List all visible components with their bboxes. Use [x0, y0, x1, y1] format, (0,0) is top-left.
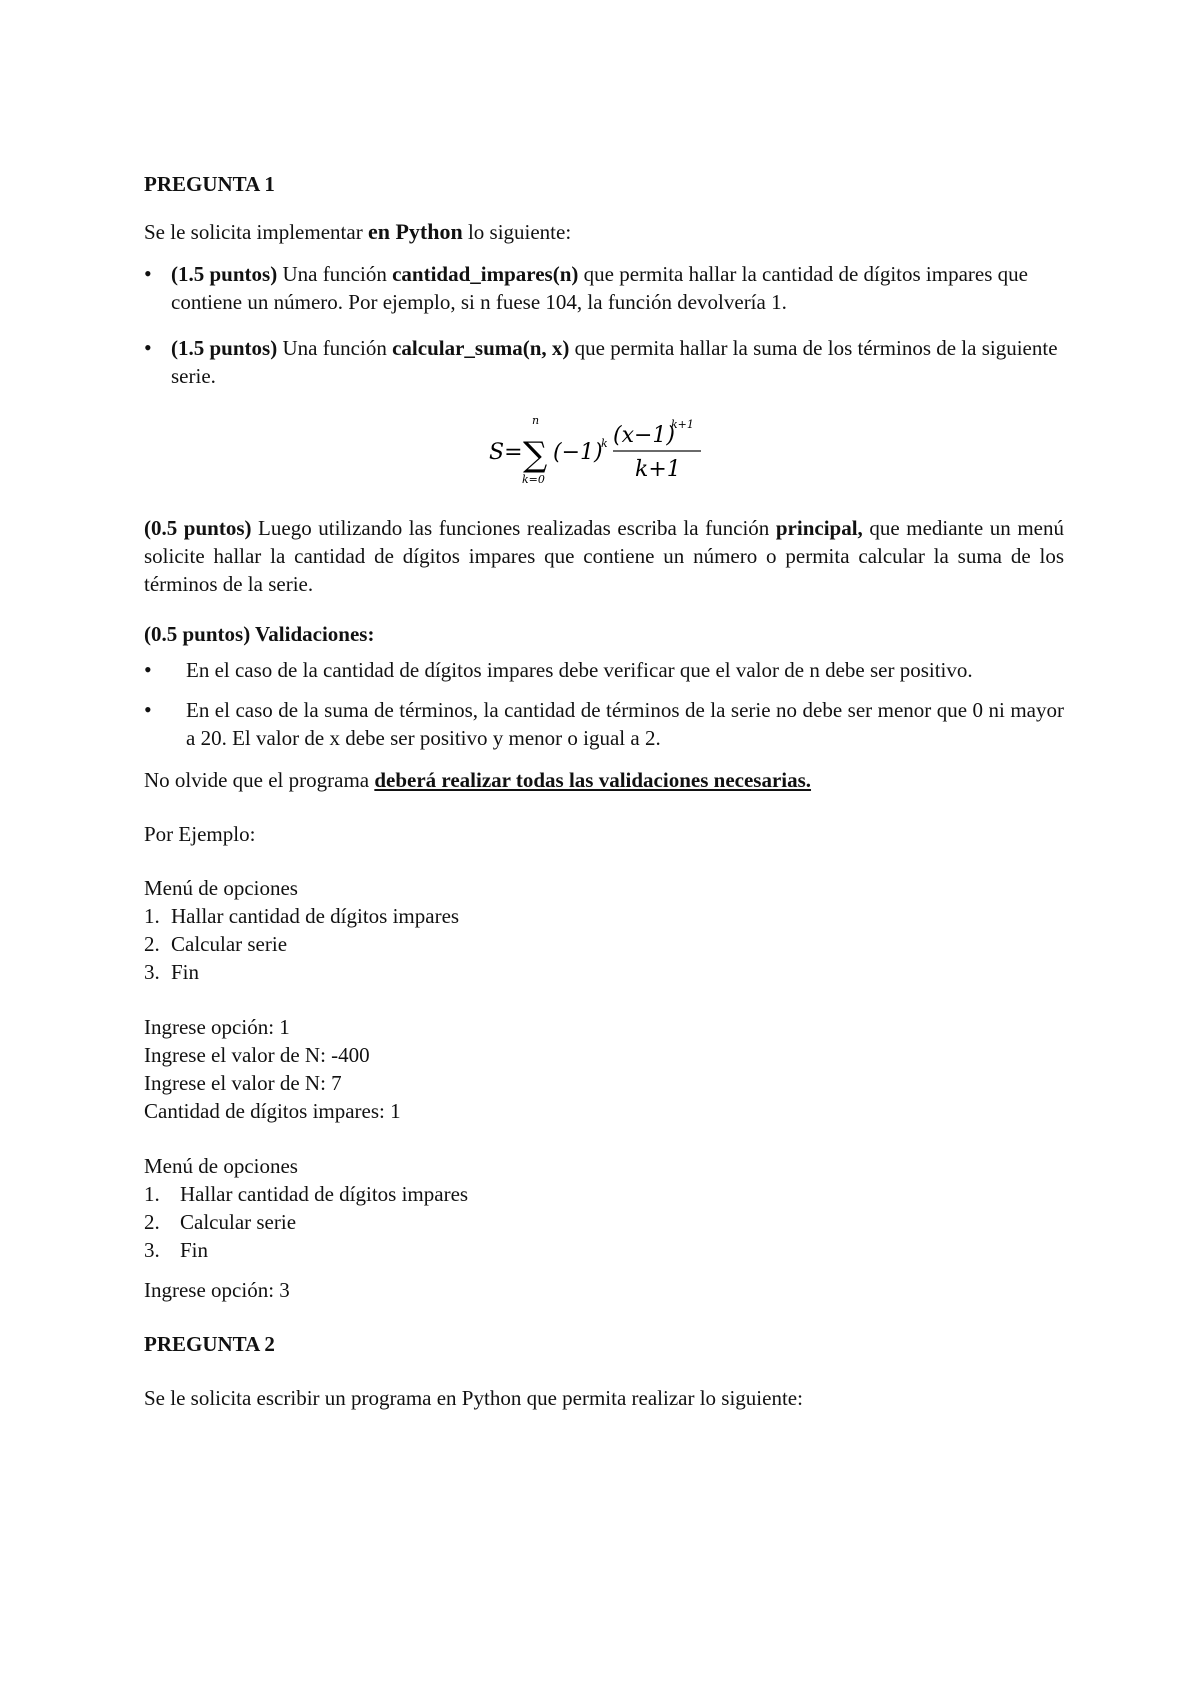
menu-example-1 [144, 874, 1064, 986]
run-output-2: Ingrese opción: 3 [144, 1278, 290, 1302]
menu-option [144, 902, 1064, 930]
function-item-cantidad-impares [144, 260, 1064, 316]
output-line: Ingrese el valor de N: 7 [144, 1071, 342, 1095]
reminder-emphasis: deberá realizar todas las validaciones necesarias. [374, 768, 812, 792]
intro-text: Se le solicita implementar [144, 220, 368, 244]
validation-text: En el caso de la cantidad de dígitos impares debe verificar que el valor de n debe ser positivo. [186, 658, 973, 682]
reminder-text: No olvide que el programa [144, 768, 375, 792]
points-label: (1.5 puntos) [171, 262, 278, 286]
function-list [144, 260, 1064, 390]
principal-keyword: principal, [775, 516, 863, 540]
option-label: Calcular serie [180, 1210, 297, 1234]
fraction-denominator: k+1 [635, 457, 681, 482]
sigma-lower-limit: k=0 [522, 473, 545, 486]
option-number: 2. [144, 932, 160, 956]
item-text: que permita hallar la suma de los términos de la siguiente serie. [171, 336, 1058, 388]
menu-title: Menú de opciones [144, 876, 298, 900]
validation-item [144, 696, 1064, 752]
points-label: (1.5 puntos) [171, 336, 278, 360]
bullet-icon: • [144, 657, 152, 682]
option-label: Calcular serie [171, 932, 288, 956]
sign-factor: (−1) [553, 440, 603, 465]
output-line: Cantidad de dígitos impares: 1 [144, 1099, 401, 1123]
run-output-1 [144, 1013, 1064, 1125]
menu-option [144, 1180, 1064, 1208]
item-text: que permita hallar la cantidad de dígitos impares que contiene un número. Por ejemplo, si n fuese 104, la función devolvería 1. [171, 262, 1028, 314]
option-number: 2. [144, 1210, 160, 1234]
menu-title: Menú de opciones [144, 1154, 298, 1178]
validation-text: En el caso de la suma de términos, la cantidad de términos de la serie no debe ser menor que 0 ni mayor a 20. El valor de x debe ser positivo y menor o igual a 2. [186, 698, 1064, 750]
option-label: Fin [171, 960, 200, 984]
validation-item [144, 656, 1064, 684]
series-formula [144, 404, 1064, 500]
option-label: Fin [180, 1238, 209, 1262]
option-number: 3. [144, 960, 160, 984]
sigma-symbol: ∑ [523, 435, 548, 475]
formula-lhs: S= [489, 440, 523, 465]
option-label: Hallar cantidad de dígitos impares [180, 1182, 469, 1206]
output-line: Ingrese opción: 1 [144, 1015, 290, 1039]
bullet-icon: • [144, 697, 152, 722]
reminder-paragraph [144, 766, 1064, 794]
paragraph-text: Luego utilizando las funciones realizadas escriba la función [251, 516, 776, 540]
intro-bold-text: en Python [367, 219, 463, 244]
item-text: Una función [277, 262, 393, 286]
option-number: 1. [144, 904, 160, 928]
numerator-exponent: k+1 [671, 418, 694, 431]
sigma-upper-limit: n [532, 414, 540, 427]
function-item-calcular-suma [144, 334, 1064, 390]
option-label: Hallar cantidad de dígitos impares [171, 904, 460, 928]
question-1-intro [144, 218, 1064, 246]
question-1-heading: PREGUNTA 1 [144, 172, 275, 196]
sign-factor-exponent: k [601, 437, 608, 450]
menu-option [144, 1236, 1064, 1264]
principal-paragraph [144, 514, 1064, 598]
example-label: Por Ejemplo: [144, 822, 256, 846]
document-page [144, 170, 1064, 1426]
menu-option [144, 958, 1064, 986]
menu-option [144, 930, 1064, 958]
validations-list [144, 656, 1064, 752]
paragraph-text: que mediante un menú solicite hallar la cantidad de dígitos impares que contiene un número o permita calcular la suma de los términos de la serie. [144, 516, 1064, 596]
validations-title: (0.5 puntos) Validaciones: [144, 622, 375, 646]
question-2-heading: PREGUNTA 2 [144, 1332, 275, 1356]
intro-text-end: lo siguiente: [462, 220, 572, 244]
menu-example-2 [144, 1152, 1064, 1264]
question-2-intro: Se le solicita escribir un programa en Python que permita realizar lo siguiente: [144, 1386, 803, 1410]
bullet-icon: • [144, 261, 152, 286]
option-number: 1. [144, 1182, 160, 1206]
points-label: (0.5 puntos) [144, 516, 252, 540]
fraction-numerator: (x−1) [613, 423, 676, 448]
function-name: calcular_suma(n, x) [392, 336, 570, 360]
bullet-icon: • [144, 335, 152, 360]
item-text: Una función [277, 336, 393, 360]
function-name: cantidad_impares(n) [392, 262, 579, 286]
output-line: Ingrese el valor de N: -400 [144, 1043, 370, 1067]
option-number: 3. [144, 1238, 160, 1262]
menu-option [144, 1208, 1064, 1236]
